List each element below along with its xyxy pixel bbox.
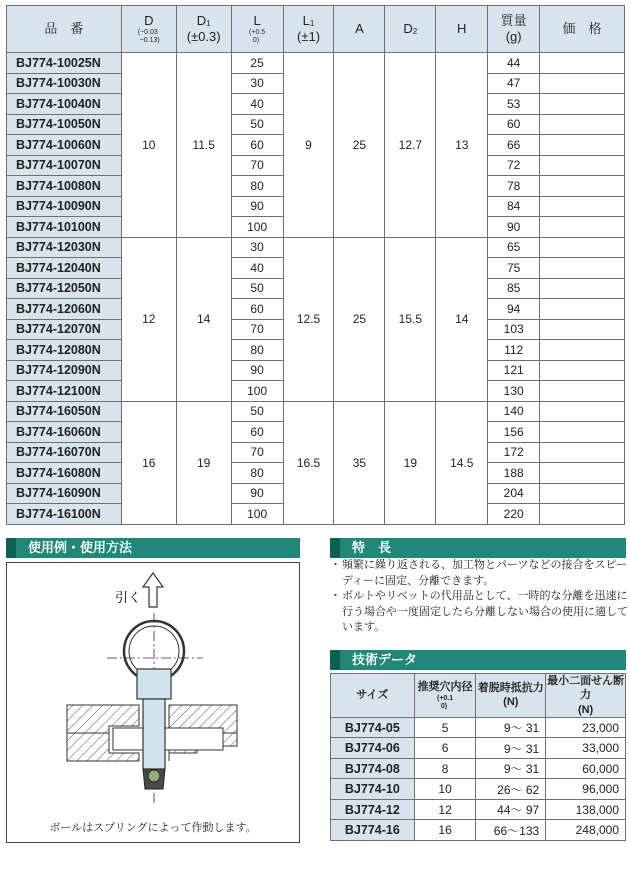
- tech-row: [331, 820, 626, 841]
- tech-header-shear-unit: (N): [577, 703, 594, 716]
- cell-mass: 140: [488, 401, 540, 422]
- cell-mass: 188: [488, 463, 540, 484]
- table-row: [7, 401, 625, 422]
- tech-title: 技術データ: [352, 652, 418, 667]
- cell-l: 30: [231, 73, 283, 94]
- header-price: 価 格: [540, 6, 625, 53]
- header-d2: [385, 6, 436, 53]
- usage-caption: ボールはスプリングによって作動します。: [49, 822, 257, 834]
- cell-size: BJ774-10: [331, 779, 415, 800]
- table-row: [7, 237, 625, 258]
- cell-hole: 5: [414, 717, 476, 738]
- cell-l: 70: [231, 442, 283, 463]
- cell-mass: 65: [488, 237, 540, 258]
- cell-price: [540, 381, 625, 402]
- tech-row: [331, 738, 626, 759]
- d-tol-lower: −0.13: [139, 37, 158, 45]
- cell-mass: 156: [488, 422, 540, 443]
- cell-part-no: BJ774-10050N: [7, 114, 122, 135]
- cell-l: 90: [231, 196, 283, 217]
- cell-price: [540, 217, 625, 238]
- header-d1-sub: 1: [206, 18, 211, 28]
- tech-header-force-label: 着脱時抵抗力: [477, 682, 544, 695]
- cell-price: [540, 196, 625, 217]
- cell-mass: 103: [488, 319, 540, 340]
- cell-part-no: BJ774-12050N: [7, 278, 122, 299]
- cell-mass: 85: [488, 278, 540, 299]
- usage-diagram-box: [6, 562, 300, 843]
- tech-header-size: サイズ: [331, 674, 415, 718]
- header-a: A: [334, 6, 385, 53]
- cell-d: 12: [121, 237, 176, 401]
- cell-price: [540, 73, 625, 94]
- tech-row: [331, 799, 626, 820]
- cell-part-no: BJ774-16090N: [7, 483, 122, 504]
- cell-part-no: BJ774-12070N: [7, 319, 122, 340]
- pin-shank: [143, 699, 165, 769]
- feature-item: ・ 頻繁に繰り返される、加工物とパーツなどの接合をスピーディーに固定、分離できます。: [332, 558, 628, 589]
- cell-l: 80: [231, 463, 283, 484]
- cell-l: 100: [231, 504, 283, 525]
- cell-size: BJ774-12: [331, 799, 415, 820]
- header-d1-tolerance: (±0.3): [186, 29, 221, 44]
- cell-l1: 9: [283, 53, 334, 238]
- cell-a: 25: [334, 53, 385, 238]
- cell-l: 40: [231, 94, 283, 115]
- pin-head: [137, 669, 171, 699]
- cell-hole: 12: [414, 799, 476, 820]
- spec-table-body: [7, 53, 625, 525]
- cell-part-no: BJ774-10080N: [7, 176, 122, 197]
- header-d1: [176, 6, 231, 53]
- cell-part-no: BJ774-10090N: [7, 196, 122, 217]
- header-mass-unit: (g): [505, 29, 522, 44]
- cell-d1: 14: [176, 237, 231, 401]
- cell-h: 14: [436, 237, 488, 401]
- cell-price: [540, 401, 625, 422]
- cell-mass: 130: [488, 381, 540, 402]
- table-row: [7, 53, 625, 74]
- cell-l: 50: [231, 401, 283, 422]
- cell-price: [540, 53, 625, 74]
- tech-header-hole: [414, 674, 476, 718]
- cell-force: 9〜 31: [476, 758, 546, 779]
- cell-part-no: BJ774-10060N: [7, 135, 122, 156]
- cell-d: 16: [121, 401, 176, 524]
- cell-l: 60: [231, 299, 283, 320]
- header-l-label: L: [253, 12, 261, 28]
- tech-header-shear: [546, 674, 626, 718]
- cell-l: 70: [231, 319, 283, 340]
- cell-part-no: BJ774-10070N: [7, 155, 122, 176]
- cell-l: 100: [231, 217, 283, 238]
- header-d-label: D: [144, 12, 154, 28]
- spec-header-row: [7, 6, 625, 53]
- cell-l: 25: [231, 53, 283, 74]
- cell-force: 9〜 31: [476, 738, 546, 759]
- cell-part-no: BJ774-12080N: [7, 340, 122, 361]
- cell-shear: 96,000: [546, 779, 626, 800]
- cell-l: 80: [231, 176, 283, 197]
- cell-price: [540, 299, 625, 320]
- tech-header-hole-label: 推奨穴内径: [417, 681, 473, 694]
- cell-l: 90: [231, 360, 283, 381]
- l-tol-upper: +0.5: [251, 29, 266, 37]
- l-tol-lower: 0: [252, 37, 257, 45]
- cell-l: 70: [231, 155, 283, 176]
- cell-hole: 16: [414, 820, 476, 841]
- header-l1: [283, 6, 334, 53]
- cell-part-no: BJ774-12040N: [7, 258, 122, 279]
- cell-l: 90: [231, 483, 283, 504]
- cell-size: BJ774-08: [331, 758, 415, 779]
- cell-l: 80: [231, 340, 283, 361]
- header-l1-tolerance: (±1): [297, 29, 321, 44]
- cell-part-no: BJ774-10040N: [7, 94, 122, 115]
- cell-part-no: BJ774-10030N: [7, 73, 122, 94]
- cell-price: [540, 442, 625, 463]
- cell-part-no: BJ774-10100N: [7, 217, 122, 238]
- header-d1-label: D: [196, 12, 207, 28]
- pull-arrow-icon: [143, 573, 163, 607]
- cell-mass: 66: [488, 135, 540, 156]
- usage-title: 使用例・使用方法: [28, 540, 133, 555]
- tech-row: [331, 717, 626, 738]
- cell-l: 100: [231, 381, 283, 402]
- tech-row: [331, 779, 626, 800]
- header-l: [231, 6, 283, 53]
- header-d: [121, 6, 176, 53]
- cell-price: [540, 155, 625, 176]
- usage-diagram: [7, 563, 299, 813]
- cell-price: [540, 176, 625, 197]
- tech-header-force-unit: (N): [503, 696, 519, 709]
- tech-table-body: [331, 717, 626, 840]
- hole-tol-upper: +0.1: [439, 694, 454, 702]
- cell-l: 50: [231, 278, 283, 299]
- cell-l1: 12.5: [283, 237, 334, 401]
- cell-part-no: BJ774-16080N: [7, 463, 122, 484]
- cell-mass: 121: [488, 360, 540, 381]
- spec-table: [6, 5, 625, 525]
- cell-mass: 53: [488, 94, 540, 115]
- header-l1-sub: 1: [309, 18, 315, 28]
- cell-d2: 19: [385, 401, 436, 524]
- cell-d1: 11.5: [176, 53, 231, 238]
- cell-size: BJ774-05: [331, 717, 415, 738]
- cell-shear: 33,000: [546, 738, 626, 759]
- header-d2-label: D: [403, 20, 413, 36]
- features-list: [332, 558, 628, 636]
- tech-section-header: [330, 650, 626, 670]
- cell-h: 14.5: [436, 401, 488, 524]
- header-mass: [488, 6, 540, 53]
- cell-hole: 8: [414, 758, 476, 779]
- cell-l1: 16.5: [283, 401, 334, 524]
- cell-mass: 78: [488, 176, 540, 197]
- ball-detent-icon: [143, 769, 165, 789]
- cell-price: [540, 114, 625, 135]
- header-h: H: [436, 6, 488, 53]
- cell-shear: 60,000: [546, 758, 626, 779]
- d-tol-upper: −0.03: [140, 29, 158, 37]
- cell-mass: 72: [488, 155, 540, 176]
- cell-force: 26〜 62: [476, 779, 546, 800]
- cell-l: 50: [231, 114, 283, 135]
- cell-part-no: BJ774-16060N: [7, 422, 122, 443]
- hole-tol-lower: 0: [440, 702, 445, 710]
- cell-a: 25: [334, 237, 385, 401]
- tech-header-force: [476, 674, 546, 718]
- cell-mass: 112: [488, 340, 540, 361]
- cell-price: [540, 135, 625, 156]
- feature-item: ・ ボルトやリベットの代用品として、一時的な分離を迅速に行う場合や一度固定したら分離しない場合の使用に適しています。: [332, 589, 628, 636]
- cell-part-no: BJ774-12060N: [7, 299, 122, 320]
- cell-mass: 172: [488, 442, 540, 463]
- header-mass-label: 質量: [500, 12, 527, 28]
- cell-hole: 6: [414, 738, 476, 759]
- cell-part-no: BJ774-16070N: [7, 442, 122, 463]
- cell-mass: 47: [488, 73, 540, 94]
- cell-d2: 15.5: [385, 237, 436, 401]
- cell-d: 10: [121, 53, 176, 238]
- cell-size: BJ774-06: [331, 738, 415, 759]
- cell-price: [540, 237, 625, 258]
- cell-price: [540, 463, 625, 484]
- cell-mass: 94: [488, 299, 540, 320]
- cell-d2: 12.7: [385, 53, 436, 238]
- cell-hole: 10: [414, 779, 476, 800]
- cell-force: 44〜 97: [476, 799, 546, 820]
- cell-a: 35: [334, 401, 385, 524]
- cell-shear: 138,000: [546, 799, 626, 820]
- cell-price: [540, 94, 625, 115]
- cell-mass: 75: [488, 258, 540, 279]
- cell-size: BJ774-16: [331, 820, 415, 841]
- cell-mass: 220: [488, 504, 540, 525]
- cell-part-no: BJ774-12090N: [7, 360, 122, 381]
- cell-mass: 44: [488, 53, 540, 74]
- cell-d1: 19: [176, 401, 231, 524]
- pull-label: 引く: [115, 590, 142, 605]
- cell-l: 40: [231, 258, 283, 279]
- cell-price: [540, 360, 625, 381]
- cell-h: 13: [436, 53, 488, 238]
- cell-price: [540, 258, 625, 279]
- cell-price: [540, 278, 625, 299]
- cell-part-no: BJ774-16050N: [7, 401, 122, 422]
- tech-row: [331, 758, 626, 779]
- cell-mass: 204: [488, 483, 540, 504]
- cell-price: [540, 319, 625, 340]
- tech-header-shear-label: 最小二面せん断力: [547, 675, 625, 702]
- cell-force: 9〜 31: [476, 717, 546, 738]
- header-l-tolerance: (+0.5 0): [249, 29, 266, 45]
- cell-l: 60: [231, 422, 283, 443]
- cell-shear: 23,000: [546, 717, 626, 738]
- plate-slot: [113, 728, 223, 750]
- features-section-header: [330, 538, 626, 558]
- features-title: 特 長: [352, 540, 392, 555]
- tech-header-hole-tolerance: (+0.1 0): [436, 694, 454, 710]
- cell-l: 60: [231, 135, 283, 156]
- cell-price: [540, 422, 625, 443]
- header-part-no: 品 番: [7, 6, 122, 53]
- tech-table: [330, 673, 626, 841]
- cell-mass: 84: [488, 196, 540, 217]
- usage-section-header: [6, 538, 300, 558]
- tech-header-row: [331, 674, 626, 718]
- cell-l: 30: [231, 237, 283, 258]
- cell-mass: 60: [488, 114, 540, 135]
- cell-shear: 248,000: [546, 820, 626, 841]
- cell-part-no: BJ774-10025N: [7, 53, 122, 74]
- cell-price: [540, 340, 625, 361]
- cell-price: [540, 504, 625, 525]
- cell-part-no: BJ774-12030N: [7, 237, 122, 258]
- header-d-tolerance: (−0.03 −0.13): [137, 29, 160, 45]
- header-d2-sub: 2: [412, 26, 418, 36]
- cell-force: 66〜133: [476, 820, 546, 841]
- cell-part-no: BJ774-12100N: [7, 381, 122, 402]
- cell-part-no: BJ774-16100N: [7, 504, 122, 525]
- cell-price: [540, 483, 625, 504]
- header-l1-label: L: [302, 12, 310, 28]
- cell-mass: 90: [488, 217, 540, 238]
